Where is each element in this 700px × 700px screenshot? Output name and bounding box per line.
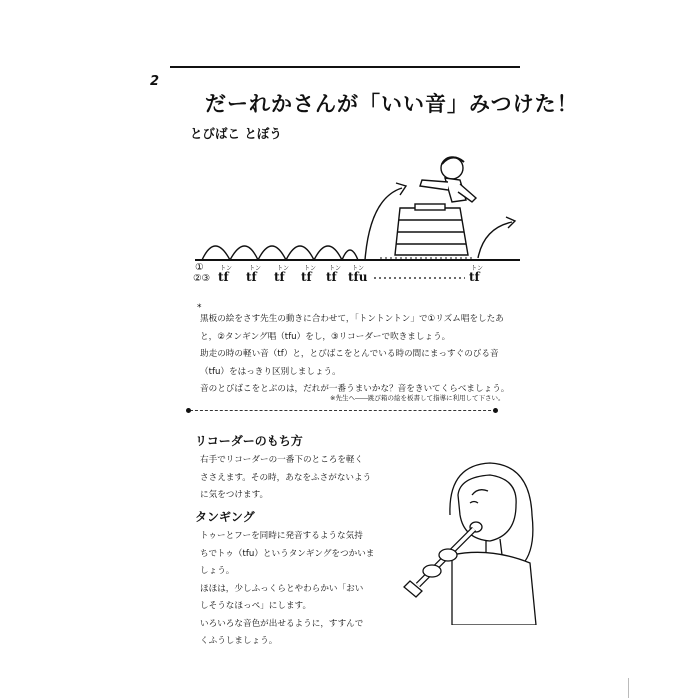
note-line: 助走の時の軽い音（tf）と，とびばこをとんでいる時の間にまっすぐのびる音 <box>200 349 499 360</box>
rhythm-row-2-label: ②③ <box>193 273 211 284</box>
section-heading-tonguing: タンギング <box>195 510 255 524</box>
girl-playing-recorder-illustration <box>390 455 540 625</box>
ruby-ton: トン <box>277 265 290 272</box>
long-note-dotted-line <box>372 272 467 284</box>
body-line: に気をつけます。 <box>200 490 269 500</box>
body-line: ちでトゥ（tfu）というタンギングをつかいま <box>200 548 375 559</box>
ruby-ton: トン <box>329 265 342 272</box>
rhythm-token: tf <box>218 270 229 284</box>
ruby-ton: トン <box>249 265 262 272</box>
body-line: しょう。 <box>200 566 235 576</box>
divider-dot <box>493 408 498 413</box>
ruby-ton: トン <box>471 265 484 272</box>
page-number: 2 <box>150 74 160 89</box>
section-subtitle: とびばこ とぼう <box>190 126 282 141</box>
body-line: ほほは，少しふっくらとやわらかい「おい <box>200 583 364 594</box>
page-edge-mark <box>628 678 669 698</box>
rhythm-token: tf <box>274 270 285 284</box>
note-line: （tfu）をはっきり区別しましょう。 <box>200 366 341 377</box>
tonguing-text <box>200 528 374 651</box>
teacher-notes <box>200 311 520 399</box>
rhythm-token: tf <box>301 270 312 284</box>
body-line: くふうしましょう。 <box>200 636 278 646</box>
top-rule <box>170 66 520 68</box>
body-line: トゥーとフーを同時に発音するような気持 <box>200 531 363 541</box>
ruby-ton: トン <box>220 265 233 272</box>
ruby-ton: トン <box>304 265 317 272</box>
body-line: 右手でリコーダーの一番下のところを軽く <box>200 455 364 465</box>
dashed-divider <box>190 410 496 411</box>
ruby-ton: トン <box>352 265 365 272</box>
holding-text <box>200 452 371 505</box>
section-heading-holding: リコーダーのもち方 <box>195 434 303 448</box>
rhythm-token: tf <box>246 270 257 284</box>
note-line: と，②タンギング唱（tfu）をし，③リコーダーで吹きましょう。 <box>200 331 451 342</box>
rhythm-token-long: tfu <box>348 270 368 284</box>
divider-dot <box>186 408 191 413</box>
note-line: 音のとびばこをとぶのは，だれが一番うまいかな？音をきいてくらべましょう。 <box>200 384 510 395</box>
note-line: 黒板の絵をさす先生の動きに合わせて，「トントントン」で①リズム唱をしたあ <box>200 314 504 324</box>
teacher-footnote: ※先生へ――跳び箱の絵を板書して指導に利用して下さい。 <box>330 394 505 402</box>
note-asterisk: * <box>197 303 202 313</box>
body-line: ささえます。その時，あなをふさがないよう <box>200 472 372 483</box>
rhythm-token: tf <box>469 270 480 284</box>
body-line: いろいろな音色が出せるように，すすんで <box>200 618 364 629</box>
page-title: だーれかさんが「いい音」みつけた！ <box>205 92 579 116</box>
rhythm-token: tf <box>326 270 337 284</box>
rhythm-row-1-label: ① <box>195 262 204 273</box>
body-line: しそうなほっぺ」にします。 <box>200 601 312 611</box>
